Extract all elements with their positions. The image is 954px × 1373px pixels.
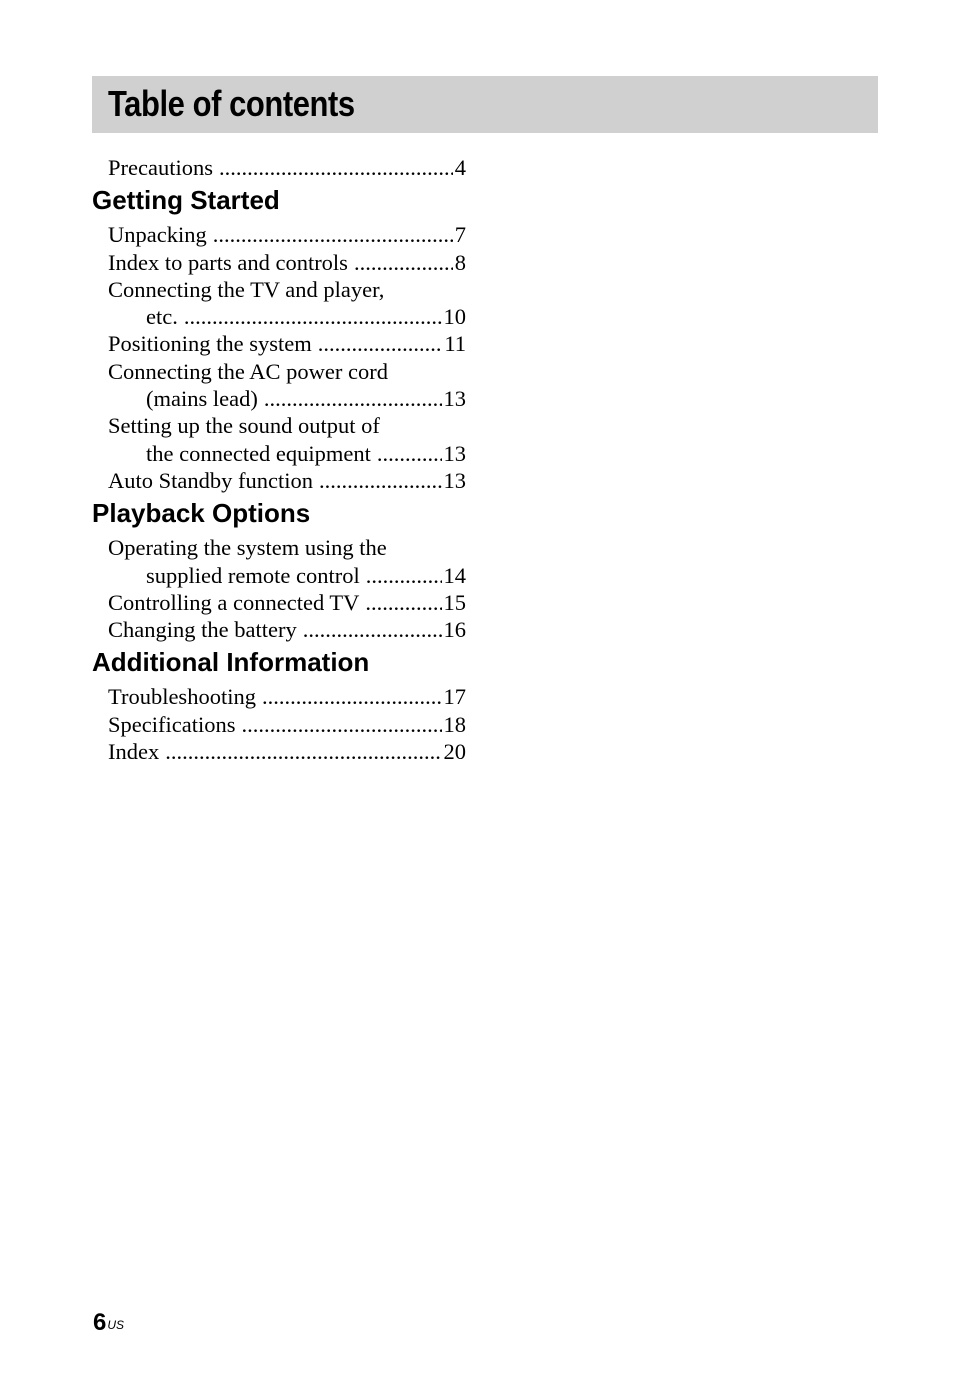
dot-leader — [219, 154, 453, 181]
toc-entry-line — [108, 467, 466, 494]
page-number-suffix: US — [107, 1318, 125, 1332]
toc-entry-text: Changing the battery — [108, 617, 297, 643]
toc-entry-line — [108, 711, 466, 738]
toc-page-number: 10 — [443, 304, 466, 330]
toc-entry-text: the connected equipment — [146, 440, 371, 466]
toc-page-number: 13 — [443, 440, 466, 466]
toc-entry-precautions[interactable] — [92, 154, 466, 181]
toc-page-number: 20 — [443, 739, 466, 765]
toc-entry-controlling-a-connected-tv[interactable] — [92, 589, 466, 616]
toc-page-number: 4 — [454, 155, 466, 180]
dot-leader — [318, 330, 443, 357]
toc-entry-text: Unpacking — [108, 222, 207, 248]
toc-entry-line — [108, 249, 466, 276]
toc-entry-text: Troubleshooting — [108, 684, 256, 710]
toc-entry-connecting-the-ac-power-cord[interactable] — [92, 358, 466, 413]
dot-leader — [365, 589, 441, 616]
toc-entry-text: Positioning the system — [108, 331, 312, 357]
toc-entry-text: supplied remote control — [146, 562, 360, 588]
page-number-value: 6 — [93, 1309, 107, 1336]
dot-leader — [377, 440, 442, 467]
toc-entry-line — [108, 358, 466, 385]
toc-entry-line — [108, 562, 466, 589]
section-heading-getting-started: Getting Started — [92, 185, 280, 216]
toc-entry-changing-the-battery[interactable] — [92, 616, 466, 643]
toc-entry-index[interactable] — [92, 738, 466, 765]
dot-leader — [366, 562, 442, 589]
toc-entry-text: Connecting the TV and player, — [108, 276, 385, 302]
toc-entry-connecting-the-tv-and-player[interactable] — [92, 276, 466, 331]
toc-entry-line — [108, 154, 466, 181]
toc-entry-text: (mains lead) — [146, 386, 258, 412]
toc-entry-line — [108, 330, 466, 357]
toc-entry-line — [108, 385, 466, 412]
toc-entry-line — [108, 589, 466, 616]
toc-page-number: 7 — [454, 222, 466, 248]
toc-entry-line — [108, 683, 466, 710]
toc-entry-text: Precautions — [108, 155, 213, 180]
toc-entry-index-to-parts-and-controls[interactable] — [92, 249, 466, 276]
toc-page-number: 13 — [443, 386, 466, 412]
toc-entry-text: Setting up the sound output of — [108, 413, 380, 439]
toc-page-number: 17 — [443, 684, 466, 710]
toc-entry-specifications[interactable] — [92, 711, 466, 738]
toc-entry-positioning-the-system[interactable] — [92, 330, 466, 357]
toc-entry-setting-up-the-sound-output-of[interactable] — [92, 412, 466, 467]
toc-entry-line — [108, 440, 466, 467]
dot-leader — [184, 303, 442, 330]
toc-page-number: 16 — [443, 617, 466, 643]
page-number — [93, 1308, 124, 1338]
toc-entry-auto-standby-function[interactable] — [92, 467, 466, 494]
page-title: Table of contents — [108, 83, 355, 124]
toc-page-number: 18 — [443, 711, 466, 737]
dot-leader — [303, 616, 442, 643]
toc-entry-text: Controlling a connected TV — [108, 589, 360, 615]
dot-leader — [213, 221, 453, 248]
toc-entry-text: Index — [108, 739, 160, 765]
dot-leader — [241, 711, 441, 738]
dot-leader — [264, 385, 442, 412]
toc-page-number: 14 — [443, 562, 466, 588]
toc-entry-line — [108, 738, 466, 765]
section-heading-playback-options: Playback Options — [92, 498, 311, 529]
toc-entry-text: Auto Standby function — [108, 467, 313, 493]
toc-entry-operating-the-system-using-the[interactable] — [92, 534, 466, 589]
dot-leader — [165, 738, 441, 765]
toc-entry-text: Index to parts and controls — [108, 249, 348, 275]
toc-entry-text: Operating the system using the — [108, 535, 387, 561]
toc-page-number: 15 — [443, 589, 466, 615]
toc-page-number: 11 — [444, 331, 466, 357]
toc-page-number: 13 — [443, 467, 466, 493]
dot-leader — [354, 249, 453, 276]
table-of-contents — [92, 154, 466, 765]
toc-entry-text: Specifications — [108, 711, 236, 737]
section-heading-additional-information: Additional Information — [92, 647, 370, 678]
toc-entry-unpacking[interactable] — [92, 221, 466, 248]
dot-leader — [319, 467, 442, 494]
toc-entry-line — [108, 221, 466, 248]
toc-entry-troubleshooting[interactable] — [92, 683, 466, 710]
toc-page-number: 8 — [454, 249, 466, 275]
toc-entry-text: etc. — [146, 304, 178, 330]
toc-entry-line — [108, 616, 466, 643]
toc-entry-line — [108, 534, 466, 561]
toc-entry-text: Connecting the AC power cord — [108, 358, 388, 384]
toc-entry-line — [108, 276, 466, 303]
toc-entry-line — [108, 303, 466, 330]
toc-entry-line — [108, 412, 466, 439]
dot-leader — [262, 683, 442, 710]
